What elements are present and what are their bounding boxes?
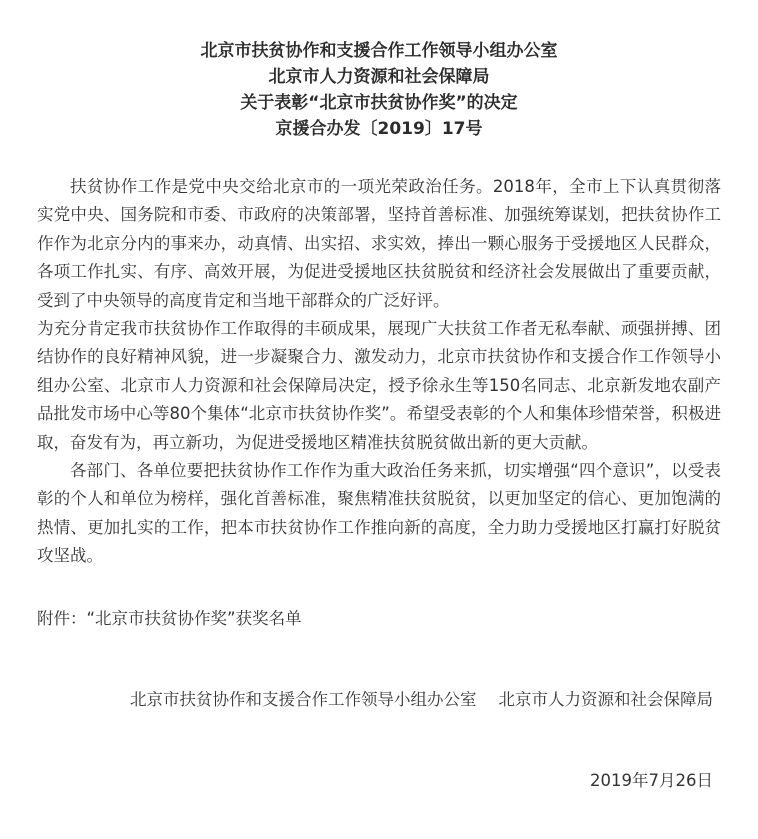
signature-office: 北京市扶贫协作和支援合作工作领导小组办公室 — [130, 690, 477, 709]
issuing-office-title: 北京市扶贫协作和支援合作工作领导小组办公室 — [200, 41, 558, 61]
decision-title: 关于表彰“北京市扶贫协作奖”的决定 — [240, 93, 518, 113]
paragraph-background: 扶贫协作工作是党中央交给北京市的一项光荣政治任务。2018年，全市上下认真贯彻落实党中央、国务院和市委、市政府的决策部署，坚持首善标准、加强统筹谋划，把扶贫协作工作作为北京分内的事来办，动真情、出实招、求实效，捧出一颗心服务于受援地区人民群众，各项工作扎实、有序、高效开展，为促进受援地区扶贫脱贫和经济社会发展做出了重要贡献，受到了中央领导的高度肯定和当地干部群众的广泛好评。 — [37, 177, 721, 310]
paragraph-award-decision: 为充分肯定我市扶贫协作工作取得的丰硕成果，展现广大扶贫工作者无私奉献、顽强拼搏、团结协作的良好精神风貌，进一步凝聚合力、激发动力，北京市扶贫协作和支援合作工作领导小组办公室、北京市人力资源和社会保障局决定，授予徐永生等150名同志、北京新发地农副产品批发市场中心等80个集体“北京市扶贫协作奖”。希望受表彰的个人和集体珍惜荣誉，积极进取，奋发有为，再立新功，为促进受援地区精准扶贫脱贫做出新的更大贡献。 — [37, 319, 721, 452]
paragraph-requirements: 各部门、各单位要把扶贫协作工作作为重大政治任务来抓，切实增强“四个意识”，以受表彰的个人和单位为榜样，强化首善标准，聚焦精准扶贫脱贫，以更加坚定的信心、更加饱满的热情、更加扎实的工作，把本市扶贫协作工作推向新的高度，全力助力受援地区打赢打好脱贫攻坚战。 — [37, 461, 721, 566]
document-header — [0, 38, 758, 142]
signature-bureau: 北京市人力资源和社会保障局 — [498, 690, 713, 709]
issue-date: 2019年7月26日 — [590, 771, 713, 790]
signature-block — [130, 686, 713, 714]
issuing-bureau-title: 北京市人力资源和社会保障局 — [268, 67, 490, 87]
document-number: 京援合办发〔2019〕17号 — [275, 119, 483, 139]
attachment-note: 附件：“北京市扶贫协作奖”获奖名单 — [37, 609, 302, 628]
document-body — [37, 173, 721, 571]
